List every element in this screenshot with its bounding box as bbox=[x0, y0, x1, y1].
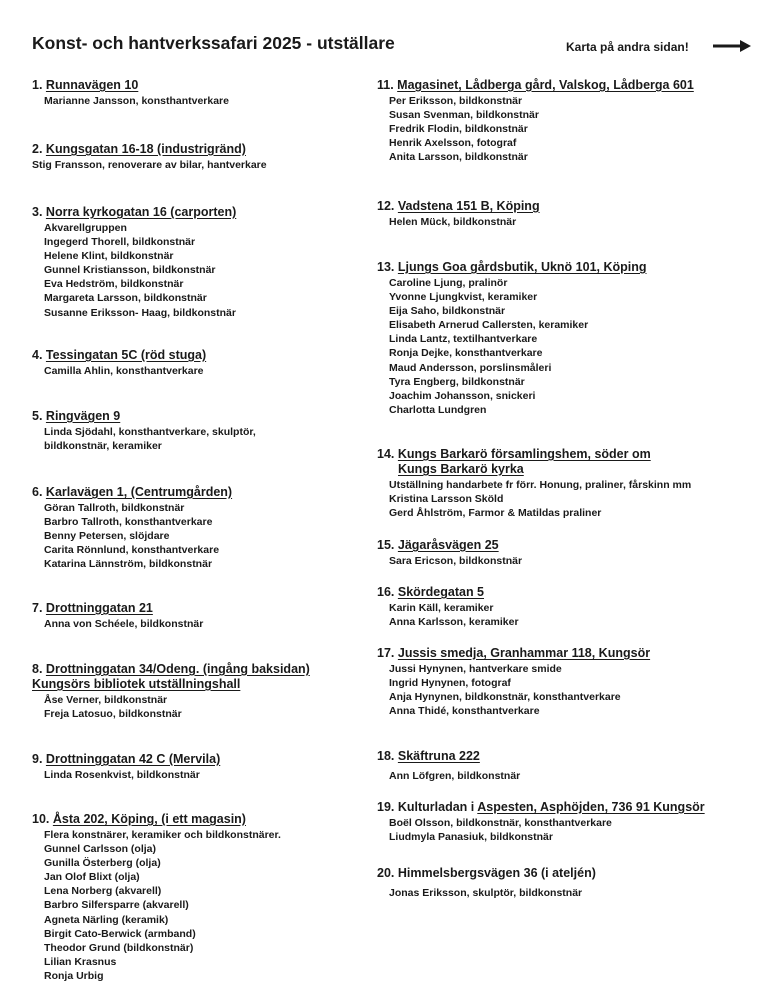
exhibitor-entry bbox=[32, 812, 281, 983]
exhibitor-name: Susan Svenman, bildkonstnär bbox=[389, 109, 539, 122]
exhibitor-entry bbox=[32, 485, 232, 571]
entry-heading bbox=[32, 601, 203, 616]
exhibitor-entry bbox=[32, 348, 206, 378]
exhibitor-name: Charlotta Lundgren bbox=[389, 403, 487, 416]
exhibitor-name: Lena Norberg (akvarell) bbox=[44, 885, 162, 898]
entry-number: 6. bbox=[32, 485, 43, 499]
exhibitor-name: Anna Thidé, konsthantverkare bbox=[389, 705, 540, 718]
exhibitor-name: Susanne Eriksson- Haag, bildkonstnär bbox=[44, 306, 236, 319]
entry-address: Norra kyrkogatan 16 (carporten) bbox=[45, 205, 237, 219]
entry-heading bbox=[32, 205, 236, 220]
exhibitor-entry bbox=[32, 205, 236, 320]
entry-address: Drottninggatan 34/Odeng. (ingång baksidan) bbox=[45, 662, 310, 676]
entry-heading bbox=[377, 585, 519, 600]
exhibitor-name: Linda Sjödahl, konsthantverkare, skulptör, bbox=[44, 426, 256, 438]
exhibitor-name: Sara Ericson, bildkonstnär bbox=[389, 555, 523, 567]
exhibitor-name: Marianne Jansson, konsthantverkare bbox=[44, 95, 229, 107]
exhibitor-name: Utställning handarbete fr förr. Honung, praliner, fårskinn mm bbox=[389, 479, 692, 491]
entry-address-line2: Kungs Barkarö kyrka bbox=[398, 462, 524, 476]
exhibitor-name: Margareta Larsson, bildkonstnär bbox=[44, 292, 207, 305]
entry-heading bbox=[32, 752, 220, 767]
entry-number: 11. bbox=[377, 78, 394, 92]
entry-heading bbox=[32, 812, 281, 827]
exhibitor-name: Ann Löfgren, bildkonstnär bbox=[389, 770, 521, 782]
entry-number: 5. bbox=[32, 409, 43, 423]
entry-address: Jägaråsvägen 25 bbox=[397, 538, 499, 552]
exhibitor-list bbox=[389, 94, 694, 164]
entry-address: Karlavägen 1, (Centrumgården) bbox=[45, 485, 233, 499]
exhibitor-list bbox=[44, 501, 232, 571]
exhibitor-name: Per Eriksson, bildkonstnär bbox=[389, 95, 523, 107]
exhibitor-entry bbox=[377, 866, 596, 900]
exhibitor-list bbox=[389, 215, 540, 229]
exhibitor-name: Linda Rosenkvist, bildkonstnär bbox=[44, 769, 200, 781]
entry-number: 4. bbox=[32, 348, 43, 362]
exhibitor-list bbox=[32, 158, 267, 172]
exhibitor-name: Maud Andersson, porslinsmåleri bbox=[389, 361, 552, 374]
exhibitor-name: Flera konstnärer, keramiker och bildkonstnärer. bbox=[44, 829, 281, 841]
exhibitor-entry bbox=[377, 749, 520, 783]
exhibitor-name: Jussi Hynynen, hantverkare smide bbox=[389, 663, 562, 675]
exhibitor-name: Yvonne Ljungkvist, keramiker bbox=[389, 291, 538, 304]
entry-heading bbox=[377, 538, 522, 553]
exhibitor-list bbox=[44, 617, 203, 631]
exhibitor-name: Helen Mück, bildkonstnär bbox=[389, 216, 517, 228]
exhibitor-name: Gerd Åhlström, Farmor & Matildas praliner bbox=[389, 507, 602, 520]
exhibitor-entry bbox=[32, 78, 229, 108]
entry-address-line2: Kungsörs bibliotek utställningshall bbox=[32, 677, 241, 691]
exhibitor-name: Ronja Urbig bbox=[44, 969, 104, 982]
exhibitor-name: Anita Larsson, bildkonstnär bbox=[389, 151, 528, 164]
exhibitor-name: Stig Fransson, renoverare av bilar, hantverkare bbox=[32, 159, 267, 171]
entry-address-prefix: Kulturladan i bbox=[397, 800, 478, 814]
entry-number: 18. bbox=[377, 749, 395, 763]
exhibitor-entry bbox=[377, 800, 705, 844]
exhibitor-name: Eija Saho, bildkonstnär bbox=[389, 305, 506, 318]
entry-heading bbox=[32, 662, 310, 692]
entry-address: Jussis smedja, Granhammar 118, Kungsör bbox=[397, 646, 651, 660]
entry-number: 16. bbox=[377, 585, 395, 599]
exhibitor-name: Barbro Tallroth, konsthantverkare bbox=[44, 516, 213, 529]
entry-heading bbox=[377, 447, 691, 477]
entry-address: Magasinet, Lådberga gård, Valskog, Lådberga 601 bbox=[397, 78, 694, 92]
entry-address: Vadstena 151 B, Köping bbox=[397, 199, 540, 213]
exhibitor-name: Eva Hedström, bildkonstnär bbox=[44, 278, 184, 291]
exhibitor-name: Camilla Ahlin, konsthantverkare bbox=[44, 365, 204, 377]
exhibitor-name: bildkonstnär, keramiker bbox=[44, 440, 162, 453]
exhibitor-name: Åse Verner, bildkonstnär bbox=[44, 694, 168, 706]
exhibitor-name: Benny Petersen, slöjdare bbox=[44, 530, 170, 543]
entry-heading bbox=[377, 866, 596, 881]
exhibitor-list bbox=[389, 769, 520, 783]
exhibitor-entry bbox=[377, 585, 519, 629]
exhibitor-name: Kristina Larsson Sköld bbox=[389, 493, 504, 506]
exhibitor-name: Lilian Krasnus bbox=[44, 955, 117, 968]
exhibitor-name: Ronja Dejke, konsthantverkare bbox=[389, 347, 543, 360]
entry-address: Åsta 202, Köping, (i ett magasin) bbox=[52, 812, 246, 826]
entry-number: 7. bbox=[32, 601, 43, 615]
exhibitor-list bbox=[44, 693, 310, 721]
exhibitor-name: Linda Lantz, textilhantverkare bbox=[389, 333, 538, 346]
exhibitor-name: Jonas Eriksson, skulptör, bildkonstnär bbox=[389, 887, 583, 899]
exhibitor-name: Helene Klint, bildkonstnär bbox=[44, 250, 174, 263]
entry-number: 14. bbox=[377, 447, 395, 461]
entry-heading bbox=[377, 646, 650, 661]
exhibitor-entry bbox=[32, 662, 310, 721]
exhibitor-list bbox=[44, 828, 281, 983]
exhibitor-name: Fredrik Flodin, bildkonstnär bbox=[389, 123, 528, 136]
exhibitor-list bbox=[389, 276, 647, 417]
exhibitor-name: Tyra Engberg, bildkonstnär bbox=[389, 375, 525, 388]
entry-address: Skördegatan 5 bbox=[397, 585, 485, 599]
exhibitor-name: Anna von Schéele, bildkonstnär bbox=[44, 618, 204, 630]
exhibitor-name: Agneta Närling (keramik) bbox=[44, 913, 169, 926]
entry-heading bbox=[32, 142, 267, 157]
entry-address: Kungsgatan 16-18 (industrigränd) bbox=[45, 142, 246, 156]
entry-number: 8. bbox=[32, 662, 43, 676]
exhibitor-entry bbox=[32, 142, 267, 172]
exhibitor-name: Ingrid Hynynen, fotograf bbox=[389, 677, 511, 690]
entry-heading bbox=[377, 260, 647, 275]
exhibitor-list bbox=[389, 554, 522, 568]
entry-number: 15. bbox=[377, 538, 395, 552]
entry-number: 17. bbox=[377, 646, 395, 660]
exhibitor-entry bbox=[32, 601, 203, 631]
entry-number: 19. bbox=[377, 800, 395, 814]
exhibitor-name: Elisabeth Arnerud Callersten, keramiker bbox=[389, 319, 589, 332]
exhibitor-name: Birgit Cato-Berwick (armband) bbox=[44, 927, 196, 940]
exhibitor-list bbox=[389, 662, 650, 718]
entry-address: Aspesten, Asphöjden, 736 91 Kungsör bbox=[477, 800, 705, 814]
exhibitor-list bbox=[389, 816, 705, 844]
entry-heading bbox=[377, 199, 540, 214]
exhibitor-list bbox=[44, 425, 256, 453]
entry-address: Runnavägen 10 bbox=[45, 78, 139, 92]
exhibitor-name: Gunnel Carlsson (olja) bbox=[44, 843, 157, 856]
exhibitor-list bbox=[389, 478, 691, 520]
entry-address: Drottninggatan 21 bbox=[45, 601, 153, 615]
exhibitor-entry bbox=[32, 409, 256, 453]
exhibitor-list bbox=[44, 94, 229, 108]
exhibitor-name: Gunnel Kristiansson, bildkonstnär bbox=[44, 264, 216, 277]
exhibitor-list bbox=[389, 886, 596, 900]
exhibitor-name: Carita Rönnlund, konsthantverkare bbox=[44, 544, 220, 557]
exhibitor-name: Theodor Grund (bildkonstnär) bbox=[44, 941, 194, 954]
exhibitor-name: Caroline Ljung, pralinör bbox=[389, 277, 508, 289]
entry-address: Himmelsbergsvägen 36 (i ateljén) bbox=[397, 866, 596, 880]
entry-number: 3. bbox=[32, 205, 43, 219]
exhibitor-list bbox=[389, 601, 519, 629]
entry-number: 2. bbox=[32, 142, 43, 156]
entry-number: 12. bbox=[377, 199, 395, 213]
entry-address: Kungs Barkarö församlingshem, söder om bbox=[397, 447, 651, 461]
entry-number: 13. bbox=[377, 260, 395, 274]
entry-heading bbox=[32, 78, 229, 93]
entry-address: Skäftruna 222 bbox=[397, 749, 480, 763]
exhibitor-name: Gunilla Österberg (olja) bbox=[44, 857, 161, 870]
entry-address: Ringvägen 9 bbox=[45, 409, 121, 423]
exhibitor-entry bbox=[377, 78, 694, 164]
exhibitor-entry bbox=[377, 260, 647, 417]
exhibitor-name: Göran Tallroth, bildkonstnär bbox=[44, 502, 185, 514]
entry-address: Tessingatan 5C (röd stuga) bbox=[45, 348, 207, 362]
exhibitor-name: Katarina Lännström, bildkonstnär bbox=[44, 558, 213, 571]
entry-address: Drottninggatan 42 C (Mervila) bbox=[45, 752, 221, 766]
page-title: Konst- och hantverkssafari 2025 - utställare bbox=[32, 33, 395, 53]
map-note: Karta på andra sidan! bbox=[566, 40, 689, 54]
exhibitor-entry bbox=[377, 447, 691, 520]
entry-heading bbox=[377, 800, 705, 815]
entry-number: 20. bbox=[377, 866, 395, 880]
exhibitor-list bbox=[44, 768, 220, 782]
exhibitor-name: Anna Karlsson, keramiker bbox=[389, 616, 519, 629]
exhibitor-name: Joachim Johansson, snickeri bbox=[389, 389, 536, 402]
entry-heading bbox=[32, 409, 256, 424]
entry-address: Ljungs Goa gårdsbutik, Uknö 101, Köping bbox=[397, 260, 647, 274]
entry-number: 10. bbox=[32, 812, 50, 826]
exhibitor-entry bbox=[377, 199, 540, 229]
exhibitor-name: Barbro Silfersparre (akvarell) bbox=[44, 899, 189, 912]
exhibitor-name: Freja Latosuo, bildkonstnär bbox=[44, 708, 182, 721]
exhibitor-entry bbox=[377, 646, 650, 718]
exhibitor-name: Ingegerd Thorell, bildkonstnär bbox=[44, 236, 196, 249]
exhibitor-list bbox=[44, 364, 206, 378]
exhibitor-name: Jan Olof Blixt (olja) bbox=[44, 871, 140, 884]
exhibitor-name: Boël Olsson, bildkonstnär, konsthantverkare bbox=[389, 817, 612, 829]
entry-heading bbox=[32, 348, 206, 363]
entry-heading bbox=[377, 78, 694, 93]
exhibitor-list bbox=[44, 221, 236, 320]
exhibitor-name: Akvarellgruppen bbox=[44, 222, 127, 234]
entry-number: 1. bbox=[32, 78, 43, 92]
exhibitor-entry bbox=[32, 752, 220, 782]
exhibitor-name: Anja Hynynen, bildkonstnär, konsthantverkare bbox=[389, 691, 621, 704]
exhibitor-entry bbox=[377, 538, 522, 568]
exhibitor-name: Henrik Axelsson, fotograf bbox=[389, 137, 517, 150]
arrow-right-icon bbox=[712, 39, 752, 53]
exhibitor-name: Liudmyla Panasiuk, bildkonstnär bbox=[389, 831, 553, 844]
entry-heading bbox=[32, 485, 232, 500]
entry-heading bbox=[377, 749, 520, 764]
exhibitor-name: Karin Käll, keramiker bbox=[389, 602, 494, 614]
entry-number: 9. bbox=[32, 752, 43, 766]
